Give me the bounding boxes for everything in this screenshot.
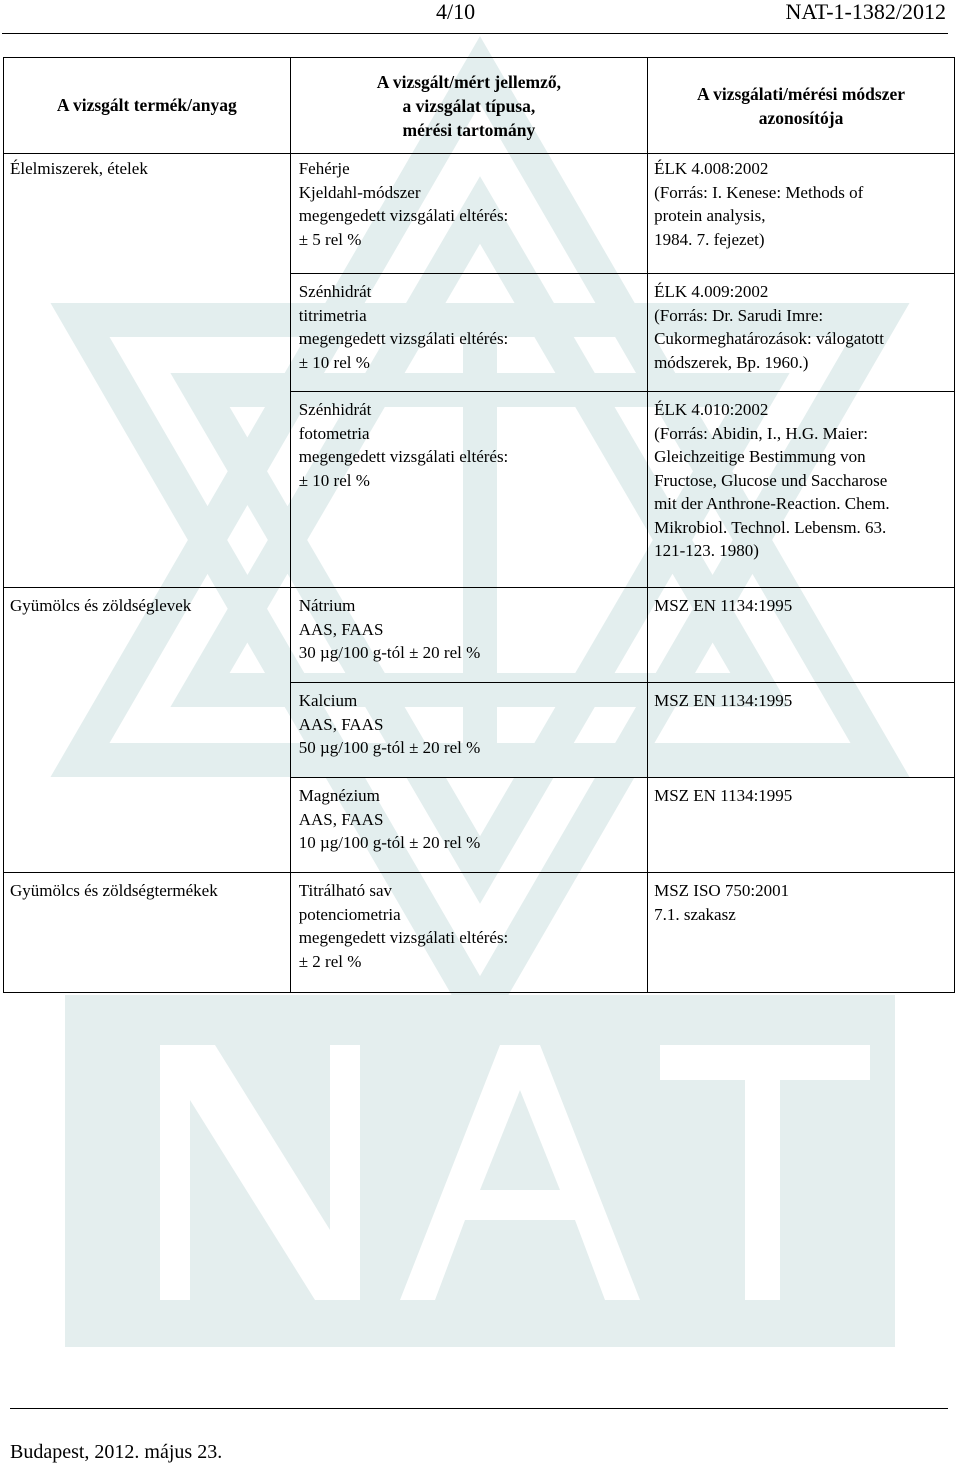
table-row — [4, 588, 955, 683]
property-cell — [290, 274, 647, 392]
property-text: Szénhidrát titrimetria megengedett vizsgálati eltérés: ± 10 rel % — [298, 282, 509, 372]
method-cell — [648, 588, 955, 683]
product-name: Gyümölcs és zöldséglevek — [10, 596, 192, 615]
method-cell — [648, 683, 955, 778]
property-cell — [290, 778, 647, 873]
product-name: Élelmiszerek, ételek — [10, 159, 148, 178]
method-text: MSZ EN 1134:1995 — [654, 786, 793, 805]
header-method-text: A vizsgálati/mérési módszer azonosítója — [697, 83, 906, 128]
logo-letters — [160, 1045, 870, 1300]
footer-place-date: Budapest, 2012. május 23. — [10, 1441, 223, 1463]
product-cell — [4, 873, 291, 993]
table-row — [4, 873, 955, 993]
property-cell — [290, 588, 647, 683]
product-name: Gyümölcs és zöldségtermékek — [10, 881, 218, 900]
accreditation-table — [3, 57, 955, 993]
header-rule — [2, 33, 948, 34]
property-text: Magnézium AAS, FAAS 10 µg/100 g-tól ± 20 rel % — [298, 786, 481, 852]
property-cell — [290, 392, 647, 588]
header-product — [4, 58, 291, 154]
method-text: MSZ EN 1134:1995 — [654, 596, 793, 615]
page-number: 4/10 — [436, 0, 476, 24]
method-cell — [648, 154, 955, 274]
property-text: Kalcium AAS, FAAS 50 µg/100 g-tól ± 20 rel % — [298, 691, 481, 757]
property-cell — [290, 873, 647, 993]
method-cell — [648, 274, 955, 392]
property-text: Fehérje Kjeldahl-módszer megengedett vizsgálati eltérés: ± 5 rel % — [298, 159, 509, 249]
document-id: NAT-1-1382/2012 — [785, 0, 946, 24]
property-text: Titrálható sav potenciometria megengedett vizsgálati eltérés: ± 2 rel % — [298, 881, 509, 971]
table-header-row — [4, 58, 955, 154]
property-cell — [290, 683, 647, 778]
header-product-text: A vizsgált termék/anyag — [56, 94, 237, 115]
product-cell — [4, 588, 291, 873]
table-row — [4, 154, 955, 274]
method-text: MSZ EN 1134:1995 — [654, 691, 793, 710]
method-cell — [648, 392, 955, 588]
header-method — [648, 58, 955, 154]
method-cell — [648, 873, 955, 993]
property-text: Nátrium AAS, FAAS 30 µg/100 g-tól ± 20 rel % — [298, 596, 481, 662]
property-text: Szénhidrát fotometria megengedett vizsgálati eltérés: ± 10 rel % — [298, 400, 509, 490]
property-cell — [290, 154, 647, 274]
logo-band — [65, 995, 895, 1347]
method-cell — [648, 778, 955, 873]
method-text: MSZ ISO 750:2001 7.1. szakasz — [654, 881, 790, 924]
footer-rule — [10, 1408, 948, 1409]
method-text: ÉLK 4.008:2002 (Forrás: I. Kenese: Methods of protein analysis, 1984. 7. fejezet) — [654, 159, 864, 249]
page-header — [0, 0, 960, 30]
header-property-text: A vizsgált/mért jellemző, a vizsgálat típusa, mérési tartomány — [376, 71, 561, 140]
method-text: ÉLK 4.010:2002 (Forrás: Abidin, I., H.G. Maier: Gleichzeitige Bestimmung von Fructose, Glucose und Saccharose mit der Anthrone-Reaction. Chem. Mikrobiol. Technol. Lebensm. 63. 121-123. 1980) — [654, 400, 890, 560]
header-property — [290, 58, 647, 154]
method-text: ÉLK 4.009:2002 (Forrás: Dr. Sarudi Imre: Cukormeghatározások: válogatott módszerek, Bp. 1960.) — [654, 282, 884, 372]
product-cell — [4, 154, 291, 588]
